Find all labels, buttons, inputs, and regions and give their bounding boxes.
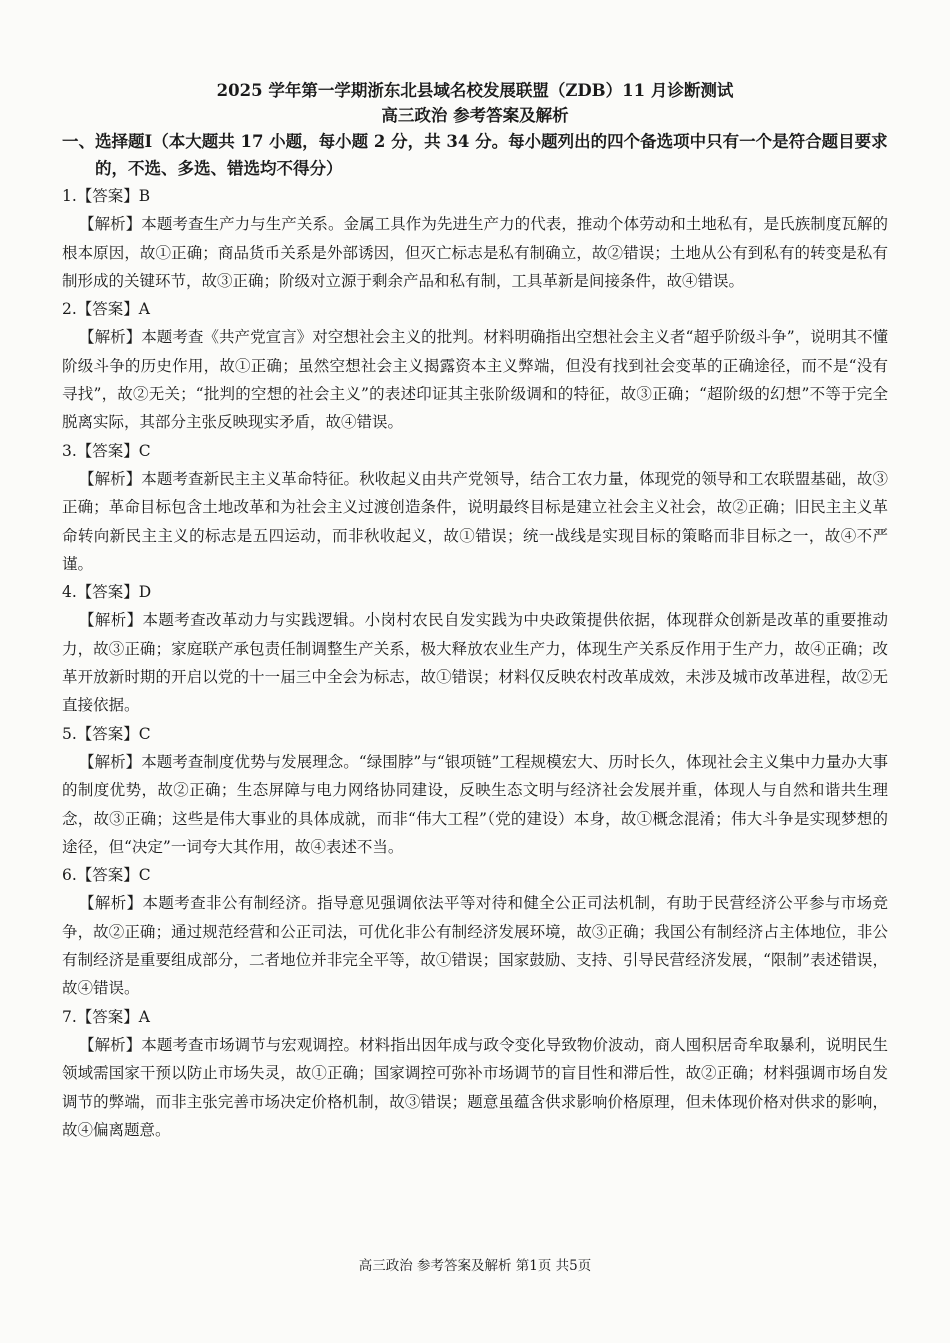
question-item [62, 1003, 888, 1144]
question-answer: 6.【答案】C [62, 866, 151, 885]
question-analysis: 【解析】本题考查市场调节与宏观调控。材料指出因年成与政令变化导致物价波动，商人囤积居奇牟取暴利，说明民生领域需国家干预以防止市场失灵，故①正确；国家调控可弥补市场调节的盲目性和滞后性，故②正确；材料强调市场自发调节的弊端，而非主张完善市场决定价格机制，故③错误；题意虽蕴含供求影响价格原理，但未体现价格对供求的影响，故④偏离题意。 [62, 1035, 888, 1139]
question-analysis: 【解析】本题考查非公有制经济。指导意见强调依法平等对待和健全公正司法机制，有助于民营经济公平参与市场竞争，故②正确；通过规范经营和公正司法，可优化非公有制经济发展环境，故③正确；我国公有制经济占主体地位，非公有制经济是重要组成部分，二者地位并非完全平等，故①错误；国家鼓励、支持、引导民营经济发展，“限制”表述错误，故④错误。 [62, 894, 888, 998]
document-title: 2025 学年第一学期浙东北县域名校发展联盟（ZDB）11 月诊断测试 [216, 81, 734, 100]
question-list [62, 182, 888, 1144]
question-item [62, 861, 888, 1002]
question-answer: 7.【答案】A [62, 1007, 150, 1026]
question-analysis: 【解析】本题考查改革动力与实践逻辑。小岗村农民自发实践为中央政策提供依据，体现群众创新是改革的重要推动力，故③正确；家庭联产承包责任制调整生产关系，极大释放农业生产力，体现生产关系反作用于生产力，故④正确；改革开放新时期的开启以党的十一届三中全会为标志，故①错误；材料仅反映农村改革成效，未涉及城市改革进程，故②无直接依据。 [62, 611, 888, 715]
document-subtitle: 高三政治 参考答案及解析 [381, 106, 569, 125]
question-analysis: 【解析】本题考查生产力与生产关系。金属工具作为先进生产力的代表，推动个体劳动和土地私有，是氏族制度瓦解的根本原因，故①正确；商品货币关系是外部诱因，但灭亡标志是私有制确立，故②错误；土地从公有到私有的转变是私有制形成的关键环节，故③正确；阶级对立源于剩余产品和私有制，工具革新是间接条件，故④错误。 [62, 215, 888, 290]
question-answer: 3.【答案】C [62, 441, 151, 460]
question-item [62, 295, 888, 436]
question-answer: 5.【答案】C [62, 724, 151, 743]
question-analysis: 【解析】本题考查新民主主义革命特征。秋收起义由共产党领导，结合工农力量，体现党的领导和工农联盟基础，故③正确；革命目标包含土地改革和为社会主义过渡创造条件，说明最终目标是建立社会主义社会，故②正确；旧民主主义革命转向新民主主义的标志是五四运动，而非秋收起义，故①错误；统一战线是实现目标的策略而非目标之一，故④不严谨。 [62, 469, 888, 573]
page-footer: 高三政治 参考答案及解析 第1页 共5页 [358, 1258, 592, 1274]
question-item [62, 578, 888, 719]
question-answer: 1.【答案】B [62, 187, 151, 205]
section-title: 一、选择题Ⅰ（本大题共 17 小题，每小题 2 分，共 34 分。每小题列出的四个备选项中只有一个是符合题目要求的，不选、多选、错选均不得分） [62, 132, 888, 178]
question-item [62, 720, 888, 861]
question-analysis: 【解析】本题考查《共产党宣言》对空想社会主义的批判。材料明确指出空想社会主义者“超乎阶级斗争”，说明其不懂阶级斗争的历史作用，故①正确；虽然空想社会主义揭露资本主义弊端，但没有找到社会变革的正确途径，而不是“没有寻找”，故②无关；“批判的空想的社会主义”的表述印证其主张阶级调和的特征，故③正确；“超阶级的幻想”不等于完全脱离实际，其部分主张反映现实矛盾，故④错误。 [62, 328, 888, 432]
question-analysis: 【解析】本题考查制度优势与发展理念。“绿围脖”与“银项链”工程规模宏大、历时长久，体现社会主义集中力量办大事的制度优势，故②正确；生态屏障与电力网络协同建设，反映生态文明与经济社会发展并重，体现人与自然和谐共生理念，故③正确；这些是伟大事业的具体成就，而非“伟大工程”（党的建设）本身，故①概念混淆；伟大斗争是实现梦想的途径，但“决定”一词夸大其作用，故④表述不当。 [62, 752, 888, 856]
question-item [62, 182, 888, 295]
question-item [62, 437, 888, 578]
question-answer: 4.【答案】D [62, 583, 152, 602]
question-answer: 2.【答案】A [62, 300, 150, 319]
